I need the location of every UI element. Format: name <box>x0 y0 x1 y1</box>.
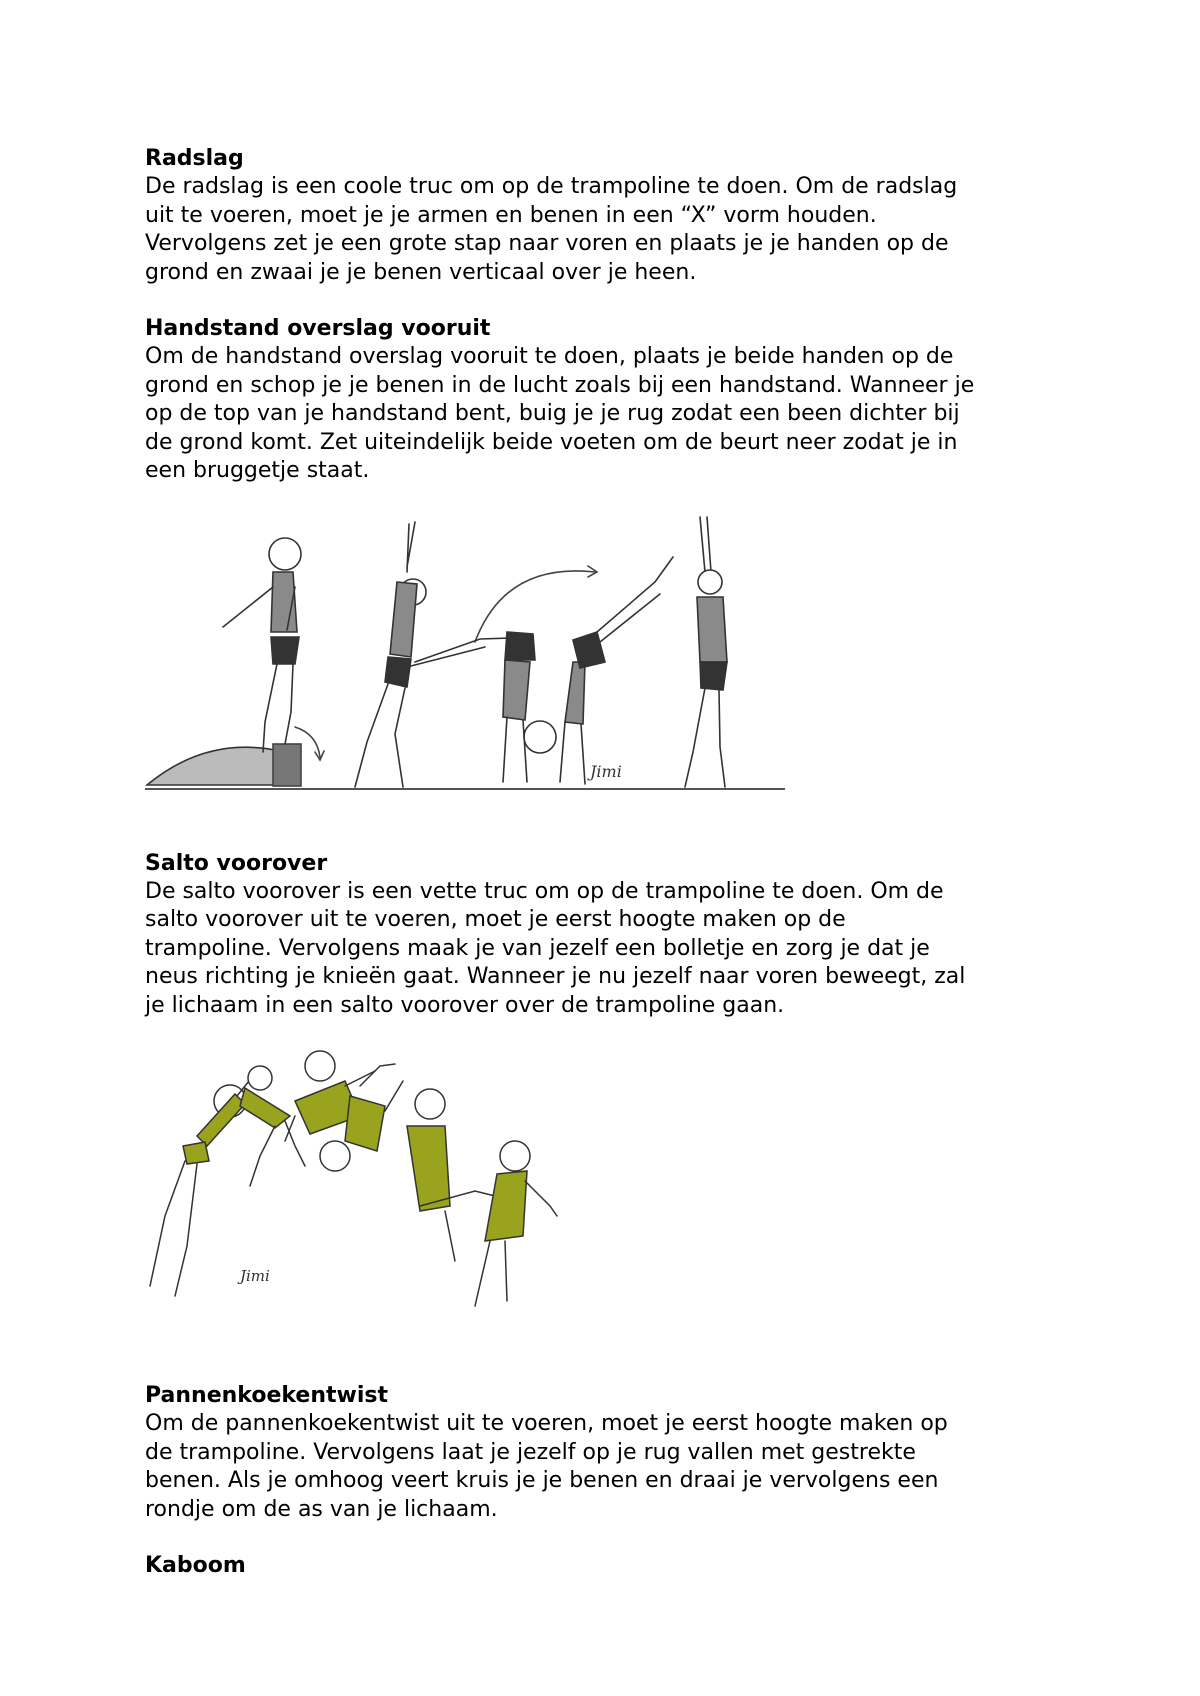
paragraph-line: je lichaam in een salto voorover over de trampoline gaan. <box>145 992 785 1018</box>
paragraph-line: uit te voeren, moet je je armen en benen in een “X” vorm houden. <box>145 202 877 228</box>
paragraph-line: Om de handstand overslag vooruit te doen, plaats je beide handen op de <box>145 344 954 369</box>
section-radslag <box>145 145 1085 287</box>
heading-salto: Salto voorover <box>145 850 328 876</box>
paragraph-line: De radslag is een coole truc om op de trampoline te doen. Om de radslag <box>145 174 958 199</box>
artist-signature: Jimi <box>240 1267 270 1285</box>
paragraph-line: op de top van je handstand bent, buig je je rug zodat een been dichter bij <box>145 401 960 426</box>
paragraph-line: Om de pannenkoekentwist uit te voeren, moet je eerst hoogte maken op <box>145 1411 948 1436</box>
salto-illustration <box>145 1046 1085 1346</box>
artist-signature: Jimi <box>590 761 622 781</box>
handstand-sequence-drawing <box>145 512 785 802</box>
paragraph-line: Vervolgens zet je een grote stap naar voren en plaats je je handen op de <box>145 231 949 256</box>
paragraph-line: trampoline. Vervolgens maak je van jezelf een bolletje en zorg je dat je <box>145 935 930 961</box>
salto-sequence-drawing <box>145 1046 585 1336</box>
paragraph-line: grond en zwaai je je benen verticaal over je heen. <box>145 259 697 285</box>
handstand-illustration <box>145 512 1085 812</box>
paragraph-line: rondje om de as van je lichaam. <box>145 1496 498 1522</box>
paragraph-line: grond en schop je je benen in de lucht zoals bij een handstand. Wanneer je <box>145 372 975 398</box>
paragraph-line: benen. Als je omhoog veert kruis je je benen en draai je vervolgens een <box>145 1468 939 1493</box>
heading-kaboom: Kaboom <box>145 1553 246 1578</box>
paragraph-line: salto voorover uit te voeren, moet je eerst hoogte maken op de <box>145 907 846 932</box>
paragraph-line: een bruggetje staat. <box>145 458 370 483</box>
heading-handstand: Handstand overslag vooruit <box>145 316 491 341</box>
paragraph-line: neus richting je knieën gaat. Wanneer je nu jezelf naar voren beweegt, zal <box>145 964 966 989</box>
section-salto <box>145 850 1085 1021</box>
paragraph-line: de grond komt. Zet uiteindelijk beide voeten om de beurt neer zodat je in <box>145 429 958 455</box>
section-handstand <box>145 315 1085 486</box>
section-kaboom <box>145 1552 1085 1580</box>
section-pannenkoekentwist <box>145 1382 1085 1524</box>
heading-radslag: Radslag <box>145 146 244 171</box>
paragraph-line: de trampoline. Vervolgens laat je jezelf op je rug vallen met gestrekte <box>145 1439 916 1465</box>
document-page <box>145 145 1085 1580</box>
heading-pannenkoekentwist: Pannenkoekentwist <box>145 1383 388 1408</box>
paragraph-line: De salto voorover is een vette truc om op de trampoline te doen. Om de <box>145 878 944 904</box>
